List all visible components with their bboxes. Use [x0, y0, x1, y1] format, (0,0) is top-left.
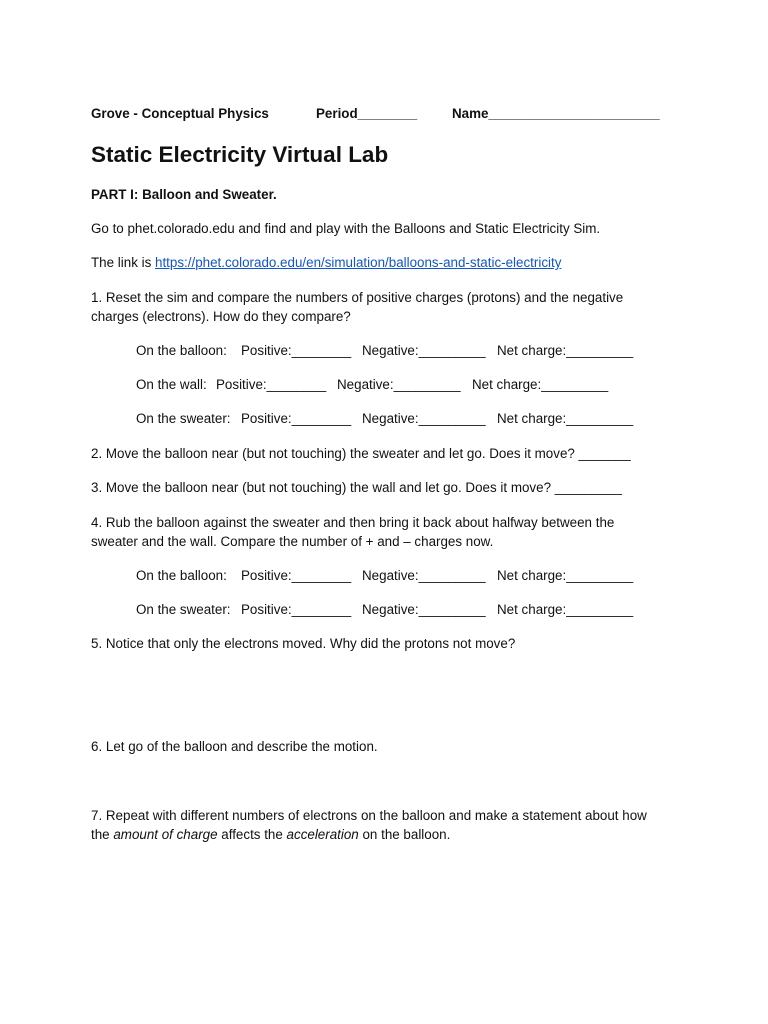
net-charge-blank: Net charge:_________	[497, 602, 634, 617]
negative-blank: Negative:_________	[362, 343, 486, 358]
q7-amount-of-charge: amount of charge	[113, 827, 218, 842]
question-4: 4. Rub the balloon against the sweater and then bring it back about halfway between the sweater and the wall. Compare the number of + and – charges now.	[91, 515, 615, 549]
q7-acceleration: acceleration	[286, 827, 359, 842]
course-name: Grove - Conceptual Physics	[91, 106, 269, 121]
page-title: Static Electricity Virtual Lab	[91, 142, 389, 167]
positive-blank: Positive:________	[241, 411, 352, 426]
name-field: Name_______________________	[452, 106, 660, 121]
negative-blank: Negative:_________	[362, 602, 486, 617]
negative-blank: Negative:_________	[362, 411, 486, 426]
positive-blank: Positive:________	[241, 602, 352, 617]
question-7-line2	[91, 825, 668, 844]
period-field: Period________	[316, 106, 418, 121]
question-7-line1: 7. Repeat with different numbers of electrons on the balloon and make a statement about how	[91, 808, 647, 823]
question-3: 3. Move the balloon near (but not touching) the wall and let go. Does it move? _________	[91, 480, 622, 495]
row-label: On the sweater:	[136, 411, 231, 426]
positive-blank: Positive:________	[241, 343, 352, 358]
question-6: 6. Let go of the balloon and describe the motion.	[91, 739, 378, 754]
net-charge-blank: Net charge:_________	[497, 343, 634, 358]
phet-sim-link[interactable]: https://phet.colorado.edu/en/simulation/balloons-and-static-electricity	[155, 255, 562, 270]
net-charge-blank: Net charge:_________	[472, 377, 609, 392]
row-label: On the sweater:	[136, 602, 231, 617]
question-2: 2. Move the balloon near (but not touching) the sweater and let go. Does it move? _______	[91, 446, 631, 461]
q7-text-affects: affects the	[217, 827, 287, 842]
intro-text: Go to phet.colorado.edu and find and play with the Balloons and Static Electricity Sim.	[91, 221, 601, 236]
row-label: On the balloon:	[136, 343, 227, 358]
row-label: On the balloon:	[136, 568, 227, 583]
negative-blank: Negative:_________	[337, 377, 461, 392]
negative-blank: Negative:_________	[362, 568, 486, 583]
link-prefix: The link is	[91, 255, 155, 270]
positive-blank: Positive:________	[241, 568, 352, 583]
positive-blank: Positive:________	[216, 377, 327, 392]
link-line	[91, 253, 668, 272]
question-1: 1. Reset the sim and compare the numbers of positive charges (protons) and the negative charges (electrons). How do they compare?	[91, 290, 624, 324]
part1-heading: PART I: Balloon and Sweater.	[91, 187, 277, 202]
question-5: 5. Notice that only the electrons moved. Why did the protons not move?	[91, 636, 516, 651]
q7-text-the: the	[91, 827, 114, 842]
net-charge-blank: Net charge:_________	[497, 411, 634, 426]
net-charge-blank: Net charge:_________	[497, 568, 634, 583]
q7-text-end: on the balloon.	[358, 827, 451, 842]
row-label: On the wall:	[136, 377, 207, 392]
